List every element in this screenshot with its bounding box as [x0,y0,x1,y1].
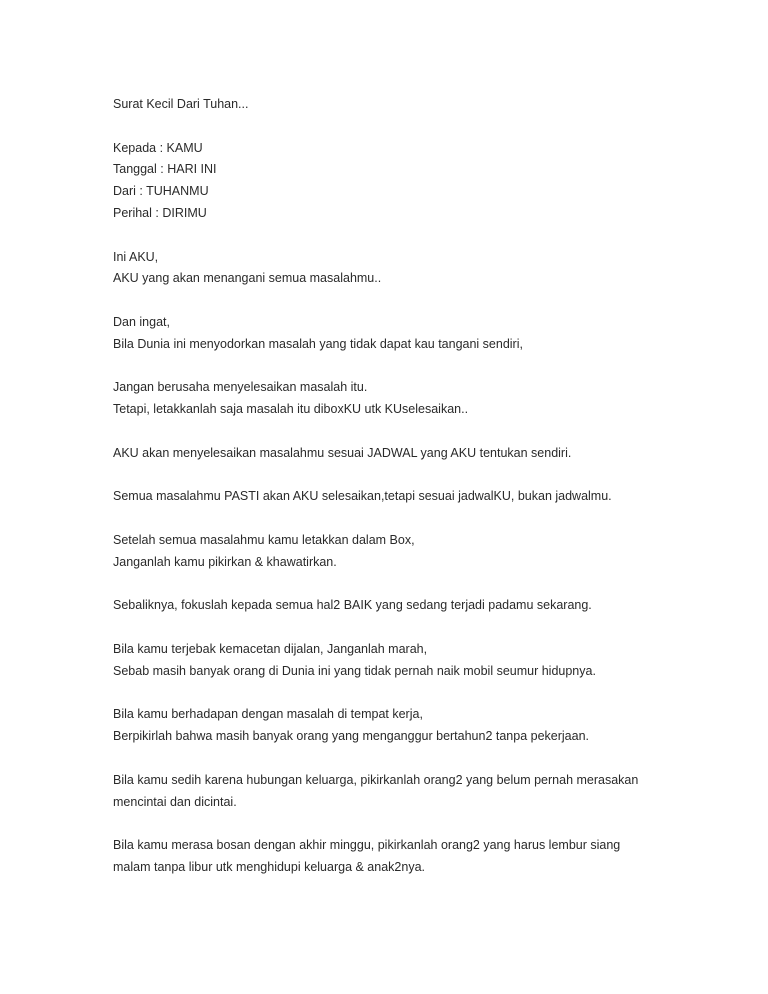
paragraph-6 [113,530,673,574]
paragraph-line: Semua masalahmu PASTI akan AKU selesaikan,tetapi sesuai jadwalKU, bukan jadwalmu. [113,489,612,504]
header-dari: Dari : TUHANMU [113,184,209,199]
paragraph-line: Bila Dunia ini menyodorkan masalah yang tidak dapat kau tangani sendiri, [113,336,523,351]
paragraph-line: Janganlah kamu pikirkan & khawatirkan. [113,554,337,569]
paragraph-9 [113,704,673,748]
paragraph-10 [113,770,673,814]
paragraph-2 [113,312,673,356]
paragraph-line: malam tanpa libur utk menghidupi keluarga & anak2nya. [113,859,425,874]
paragraph-line: AKU yang akan menangani semua masalahmu.. [113,271,382,286]
document-title-block [113,94,673,116]
paragraph-line: Jangan berusaha menyelesaikan masalah itu. [113,380,368,395]
paragraph-line: Setelah semua masalahmu kamu letakkan dalam Box, [113,532,415,547]
paragraph-line: Bila kamu berhadapan dengan masalah di tempat kerja, [113,707,423,722]
header-tanggal: Tanggal : HARI INI [113,162,217,177]
paragraph-5 [113,486,673,508]
paragraph-7 [113,595,673,617]
paragraph-line: Bila kamu merasa bosan dengan akhir minggu, pikirkanlah orang2 yang harus lembur siang [113,838,621,853]
paragraph-line: Dan ingat, [113,314,170,329]
document-title: Surat Kecil Dari Tuhan... [113,97,249,111]
paragraph-line: Sebaliknya, fokuslah kepada semua hal2 BAIK yang sedang terjadi padamu sekarang. [113,598,592,613]
paragraph-line: AKU akan menyelesaikan masalahmu sesuai JADWAL yang AKU tentukan sendiri. [113,445,572,460]
paragraph-line: Ini AKU, [113,249,159,264]
paragraph-line: Tetapi, letakkanlah saja masalah itu diboxKU utk KUselesaikan.. [113,402,469,417]
letter-header [113,138,673,225]
paragraph-3 [113,377,673,421]
paragraph-11 [113,835,673,879]
paragraph-line: mencintai dan dicintai. [113,794,237,809]
paragraph-line: Bila kamu terjebak kemacetan dijalan, Janganlah marah, [113,641,428,656]
paragraph-line: Sebab masih banyak orang di Dunia ini yang tidak pernah naik mobil seumur hidupnya. [113,663,596,678]
header-kepada: Kepada : KAMU [113,140,203,155]
document-page [113,94,673,900]
paragraph-line: Bila kamu sedih karena hubungan keluarga, pikirkanlah orang2 yang belum pernah merasakan [113,772,639,787]
header-perihal: Perihal : DIRIMU [113,205,207,220]
paragraph-1 [113,247,673,291]
paragraph-4 [113,443,673,465]
paragraph-line: Berpikirlah bahwa masih banyak orang yang menganggur bertahun2 tanpa pekerjaan. [113,729,590,744]
paragraph-8 [113,639,673,683]
